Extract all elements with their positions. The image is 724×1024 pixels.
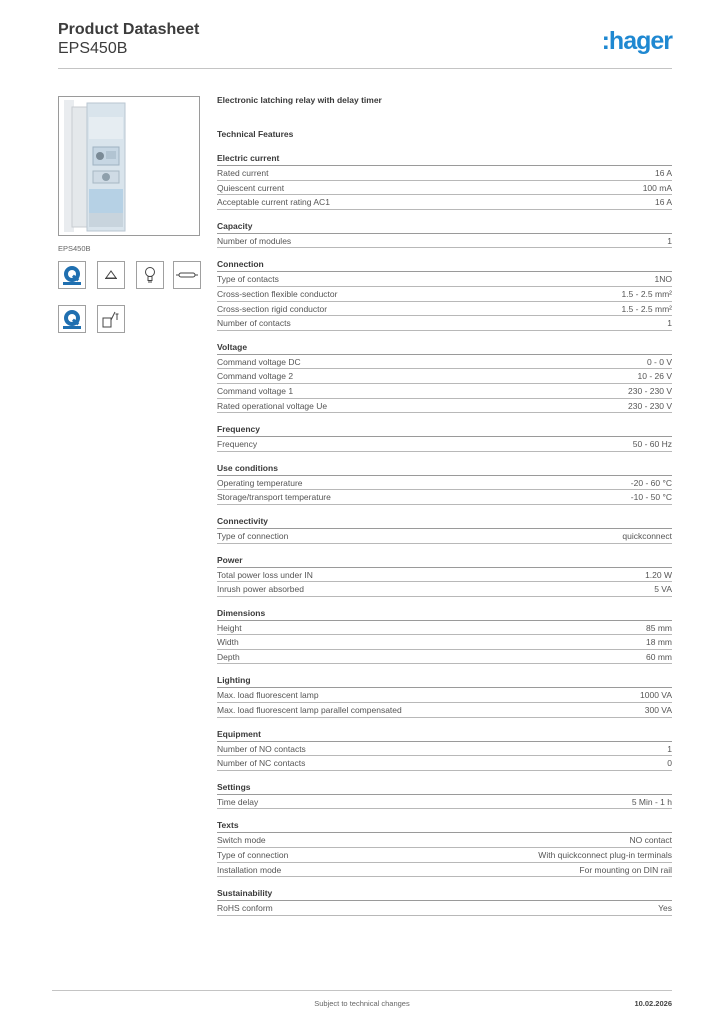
spec-row: [217, 316, 672, 331]
spec-row: [217, 582, 672, 597]
spec-section: [217, 819, 672, 877]
spec-label: Type of connection: [217, 530, 289, 541]
spec-section: [217, 781, 672, 810]
spec-row: [217, 195, 672, 210]
product-photo: [58, 96, 200, 236]
spec-label: Installation mode: [217, 864, 282, 875]
spec-value: -20 - 60 °C: [630, 477, 672, 488]
spec-section: [217, 220, 672, 249]
spec-row: [217, 302, 672, 317]
spec-label: Depth: [217, 651, 240, 662]
footer-note: Subject to technical changes: [314, 999, 410, 1008]
spec-value: 1.20 W: [645, 569, 672, 580]
page-title: Product Datasheet: [58, 21, 200, 38]
section-title: Settings: [217, 781, 672, 795]
spec-label: Storage/transport temperature: [217, 492, 331, 503]
spec-section: [217, 423, 672, 452]
section-title: Dimensions: [217, 607, 672, 621]
spec-row: [217, 635, 672, 650]
spec-label: Frequency: [217, 439, 258, 450]
spec-value: 230 - 230 V: [628, 400, 672, 411]
spec-sections: [217, 152, 672, 916]
spec-row: [217, 166, 672, 181]
spec-row: [217, 399, 672, 414]
section-title: Use conditions: [217, 462, 672, 476]
spec-row: [217, 848, 672, 863]
spec-row: [217, 795, 672, 810]
spec-label: RoHS conform: [217, 903, 273, 914]
spec-value: 100 mA: [642, 182, 672, 193]
spec-value: NO contact: [629, 835, 672, 846]
spec-label: Command voltage 1: [217, 385, 294, 396]
spec-section: [217, 258, 672, 330]
hager-logo: :hager: [601, 27, 672, 55]
spec-value: 16 A: [654, 168, 672, 178]
spec-section: [217, 728, 672, 771]
lightbulb-icon: [136, 261, 164, 289]
spec-row: [217, 756, 672, 771]
spec-value: -10 - 50 °C: [630, 492, 672, 503]
spec-label: Cross-section flexible conductor: [217, 288, 338, 299]
spec-row: [217, 742, 672, 757]
quickconnect-icon: [58, 261, 86, 289]
spec-section: [217, 674, 672, 717]
spec-label: Max. load fluorescent lamp: [217, 690, 319, 701]
section-title: Power: [217, 554, 672, 568]
header-divider: [58, 68, 672, 69]
spec-value: 0 - 0 V: [646, 356, 672, 367]
spec-label: Max. load fluorescent lamp parallel compensated: [217, 705, 402, 716]
staircase-timer-icon: [97, 305, 125, 333]
bell-icon: [97, 261, 125, 289]
spec-value: 1000 VA: [640, 690, 672, 701]
spec-value: 10 - 26 V: [637, 371, 672, 382]
spec-row: [217, 650, 672, 665]
section-title: Lighting: [217, 674, 672, 688]
spec-label: Command voltage 2: [217, 371, 294, 382]
spec-section: [217, 607, 672, 665]
spec-value: 5 Min - 1 h: [631, 796, 672, 807]
spec-value: 300 VA: [644, 705, 672, 716]
spec-value: 1.5 - 2.5 mm²: [621, 288, 672, 299]
spec-row: [217, 384, 672, 399]
spec-row: [217, 703, 672, 718]
spec-value: 230 - 230 V: [628, 385, 672, 396]
spec-label: Number of contacts: [217, 318, 291, 329]
section-title: Voltage: [217, 341, 672, 355]
spec-label: Switch mode: [217, 835, 266, 846]
section-title: Texts: [217, 819, 672, 833]
spec-row: [217, 529, 672, 544]
section-title: Connectivity: [217, 515, 672, 529]
spec-section: [217, 152, 672, 210]
spec-label: Type of contacts: [217, 274, 279, 285]
footer-date: 10.02.2026: [634, 999, 672, 1008]
section-title: Capacity: [217, 220, 672, 234]
product-code: EPS450B: [58, 40, 128, 57]
spec-row: [217, 355, 672, 370]
spec-label: Total power loss under IN: [217, 569, 313, 580]
spec-row: [217, 833, 672, 848]
spec-value: Yes: [658, 903, 672, 914]
specifications: [217, 93, 672, 916]
spec-value: 1NO: [654, 274, 672, 285]
quickconnect-icon: [58, 305, 86, 333]
spec-value: 18 mm: [646, 637, 672, 648]
spec-row: [217, 490, 672, 505]
spec-label: Width: [217, 637, 239, 648]
spec-section: [217, 887, 672, 916]
spec-row: [217, 863, 672, 878]
spec-value: 16 A: [654, 197, 672, 208]
spec-section: [217, 554, 672, 597]
spec-value: 60 mm: [646, 651, 672, 662]
spec-label: Time delay: [217, 796, 259, 807]
spec-value: 85 mm: [646, 622, 672, 633]
spec-value: 1.5 - 2.5 mm²: [621, 303, 672, 314]
spec-label: Inrush power absorbed: [217, 584, 304, 595]
section-title: Electric current: [217, 152, 672, 166]
spec-value: 50 - 60 Hz: [632, 439, 672, 450]
spec-row: [217, 437, 672, 452]
spec-label: Number of modules: [217, 235, 292, 246]
spec-label: Command voltage DC: [217, 356, 301, 367]
section-title: Sustainability: [217, 887, 672, 901]
footer-divider: [52, 990, 672, 991]
spec-value: 0: [667, 758, 672, 769]
spec-label: Type of connection: [217, 850, 289, 861]
spec-label: Quiescent current: [217, 182, 285, 193]
spec-row: [217, 272, 672, 287]
spec-value: With quickconnect plug-in terminals: [538, 850, 672, 861]
spec-row: [217, 234, 672, 249]
spec-label: Rated operational voltage Ue: [217, 400, 328, 411]
spec-label: Height: [217, 622, 242, 633]
spec-value: 1: [667, 235, 672, 246]
spec-label: Cross-section rigid conductor: [217, 303, 328, 314]
spec-section: [217, 341, 672, 413]
spec-value: 1: [667, 743, 672, 754]
spec-row: [217, 181, 672, 196]
section-title: Equipment: [217, 728, 672, 742]
spec-label: Rated current: [217, 168, 269, 178]
fluorescent-tube-icon: [173, 261, 201, 289]
spec-section: [217, 462, 672, 505]
spec-row: [217, 568, 672, 583]
section-title: Connection: [217, 258, 672, 272]
spec-value: 1: [667, 318, 672, 329]
features-heading: Technical Features: [217, 129, 294, 139]
spec-value: 5 VA: [654, 584, 672, 595]
spec-label: Acceptable current rating AC1: [217, 197, 330, 208]
product-subtitle: Electronic latching relay with delay timer: [217, 95, 382, 105]
section-title: Frequency: [217, 423, 672, 437]
spec-label: Number of NC contacts: [217, 758, 306, 769]
spec-row: [217, 369, 672, 384]
photo-caption: EPS450B: [58, 244, 91, 253]
spec-row: [217, 901, 672, 916]
spec-row: [217, 621, 672, 636]
spec-section: [217, 515, 672, 544]
spec-row: [217, 287, 672, 302]
spec-row: [217, 476, 672, 491]
spec-value: For mounting on DIN rail: [579, 864, 672, 875]
spec-label: Number of NO contacts: [217, 743, 306, 754]
spec-value: quickconnect: [622, 530, 672, 541]
spec-row: [217, 688, 672, 703]
spec-label: Operating temperature: [217, 477, 303, 488]
